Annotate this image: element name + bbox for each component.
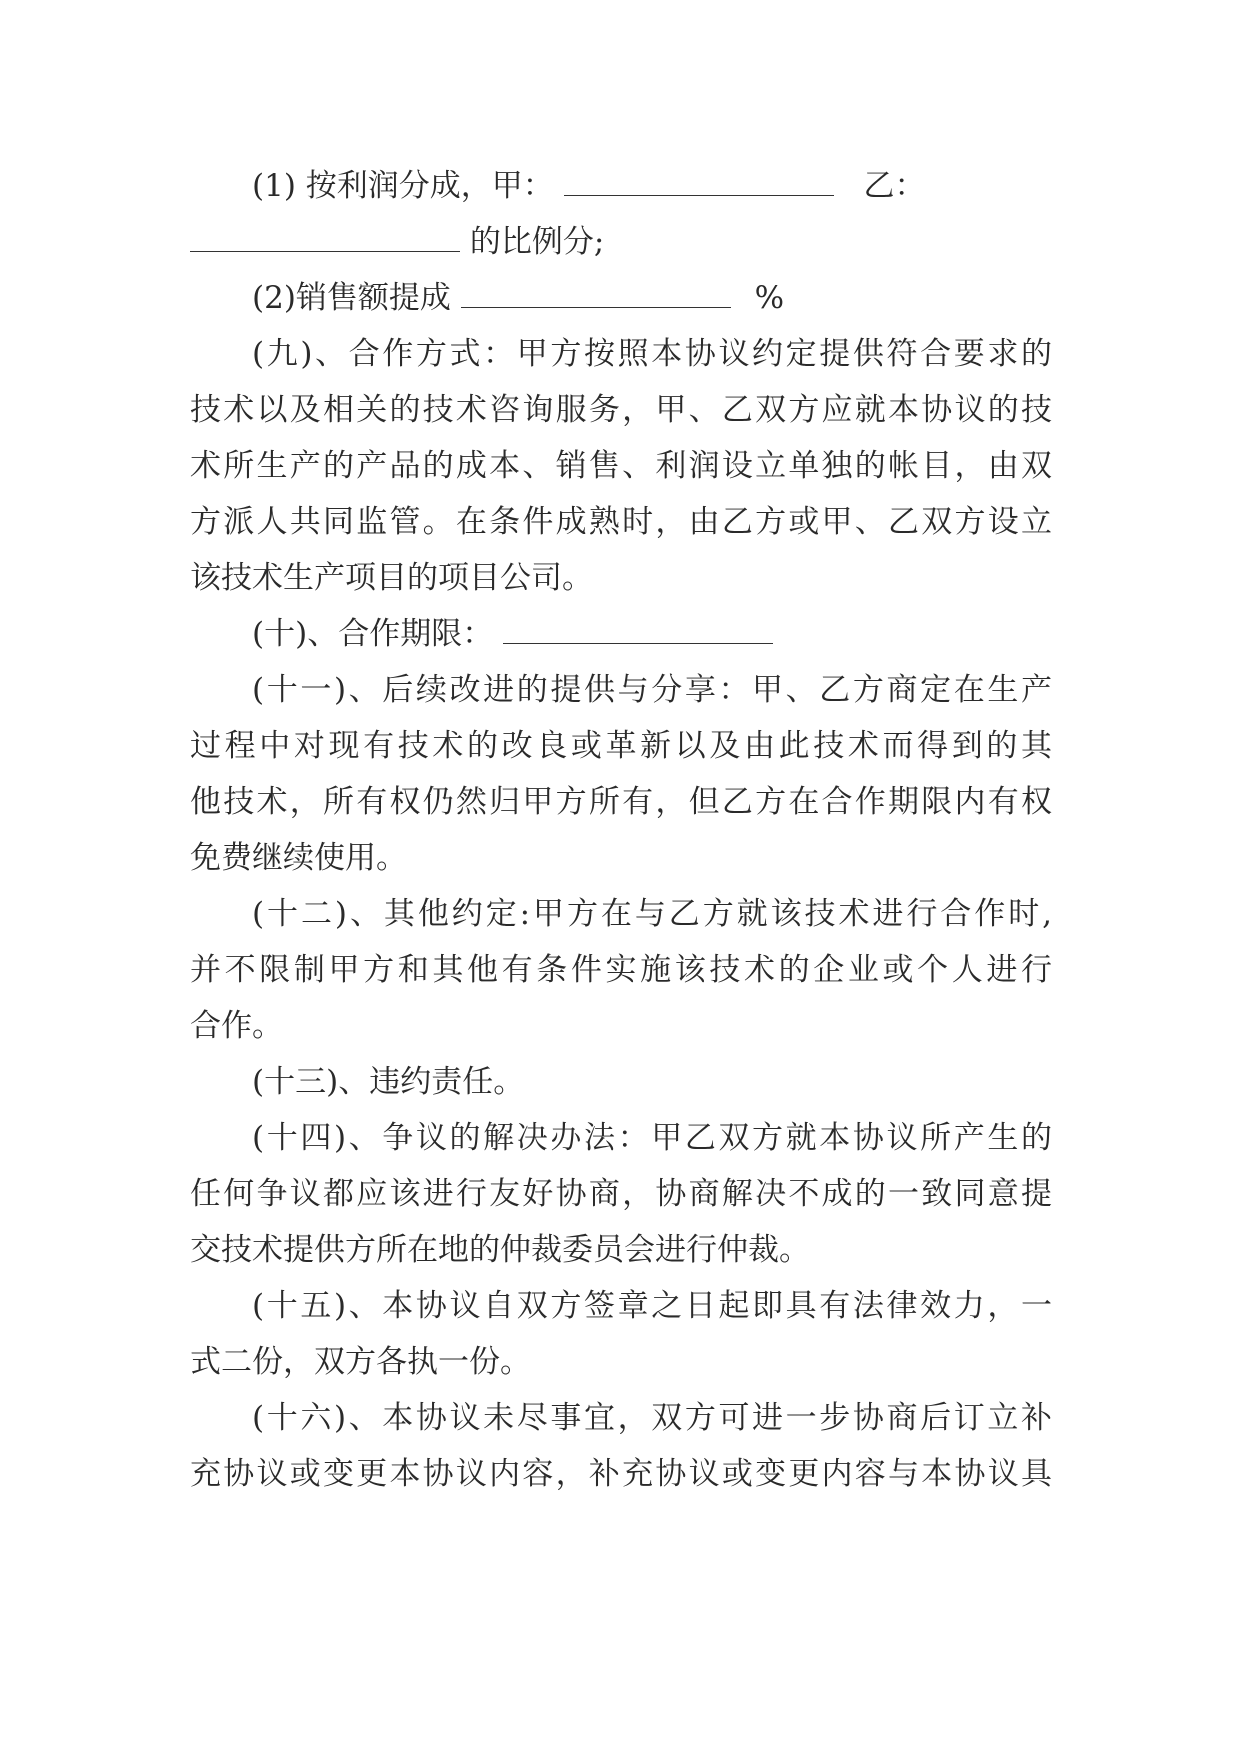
improvements-line-4: 免费继续使用。 (190, 840, 407, 876)
profit-share-party-b-label: 乙： (863, 168, 926, 204)
cooperation-method-line-4: 方派人共同监管。在条件成熟时，由乙方或甲、乙双方设立 (190, 504, 1052, 540)
sales-commission-line (190, 278, 1052, 318)
improvements-line-1: (十一)、后续改进的提供与分享：甲、乙方商定在生产 (252, 672, 1052, 708)
profit-share-line-2 (190, 222, 1052, 262)
effectiveness-line-1: (十五)、本协议自双方签章之日起即具有法律效力，一 (252, 1288, 1052, 1324)
cooperation-term-label: (十)、合作期限： (252, 616, 494, 652)
cooperation-term-line (190, 614, 1052, 654)
supplementary-line-1: (十六)、本协议未尽事宜，双方可进一步协商后订立补 (252, 1400, 1052, 1436)
cooperation-method-line-5: 该技术生产项目的项目公司。 (190, 560, 593, 596)
effectiveness-line-2: 式二份，双方各执一份。 (190, 1344, 531, 1380)
sales-commission-label: (2)销售额提成 (252, 280, 451, 316)
improvements-line-3: 他技术，所有权仍然归甲方所有，但乙方在合作期限内有权 (190, 784, 1052, 820)
sales-commission-blank[interactable] (461, 279, 731, 308)
percent-sign: % (754, 280, 785, 316)
cooperation-term-blank[interactable] (503, 615, 773, 644)
party-a-share-blank[interactable] (564, 167, 834, 196)
cooperation-method-line-1: (九)、合作方式：甲方按照本协议约定提供符合要求的 (252, 336, 1052, 372)
dispute-resolution-line-3: 交技术提供方所在地的仲裁委员会进行仲裁。 (190, 1232, 810, 1268)
profit-share-ratio-suffix: 的比例分; (469, 224, 605, 260)
party-b-share-blank[interactable] (190, 223, 460, 252)
cooperation-method-line-2: 技术以及相关的技术咨询服务，甲、乙双方应就本协议的技 (190, 392, 1052, 428)
dispute-resolution-line-1: (十四)、争议的解决办法：甲乙双方就本协议所产生的 (252, 1120, 1052, 1156)
other-terms-line-1: (十二)、其他约定:甲方在与乙方就该技术进行合作时, (252, 896, 1052, 932)
profit-share-line-1 (190, 166, 1052, 206)
other-terms-line-2: 并不限制甲方和其他有条件实施该技术的企业或个人进行 (190, 952, 1052, 988)
supplementary-line-2: 充协议或变更本协议内容，补充协议或变更内容与本协议具 (190, 1456, 1052, 1492)
dispute-resolution-line-2: 任何争议都应该进行友好协商，协商解决不成的一致同意提 (190, 1176, 1052, 1212)
breach-liability-line: (十三)、违约责任。 (252, 1064, 525, 1100)
improvements-line-2: 过程中对现有技术的改良或革新以及由此技术而得到的其 (190, 728, 1052, 764)
other-terms-line-3: 合作。 (190, 1008, 283, 1044)
profit-share-party-a-label: (1) 按利润分成，甲： (252, 168, 554, 204)
cooperation-method-line-3: 术所生产的产品的成本、销售、利润设立单独的帐目，由双 (190, 448, 1052, 484)
